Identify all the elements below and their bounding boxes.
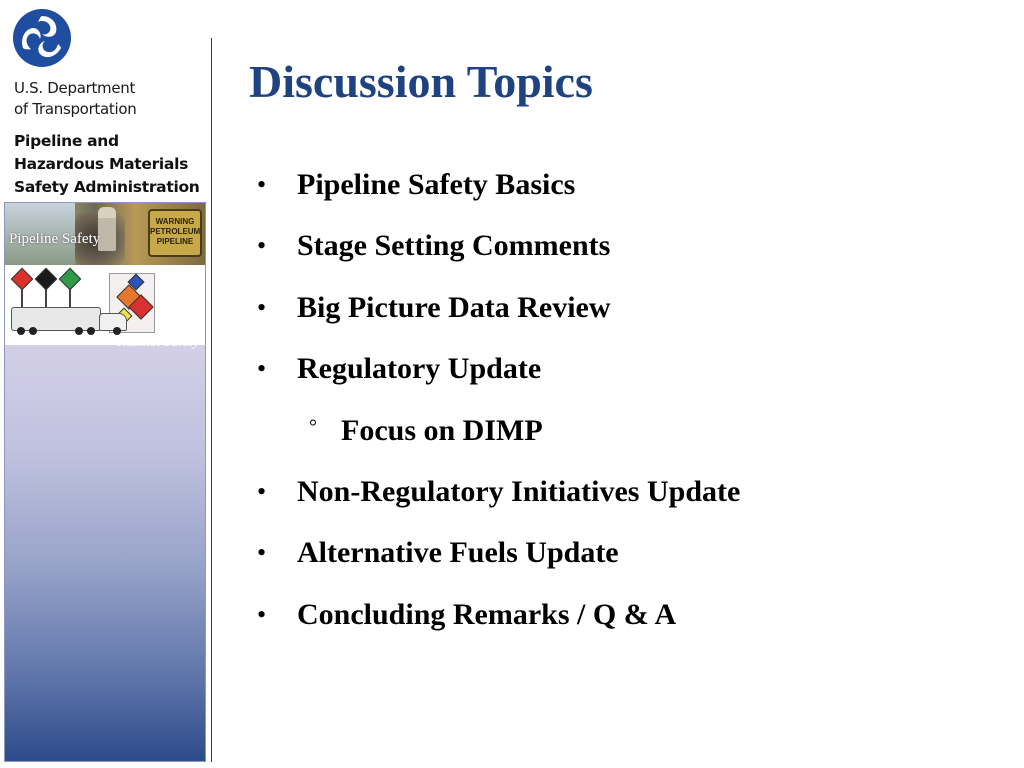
department-line-1: U.S. Department [14,79,136,97]
sub-topic-text: Focus on DIMP [341,413,543,447]
sub-bullet-icon: ° [309,415,317,438]
bullet-icon: • [257,599,267,629]
department-name [14,78,136,120]
administration-name [14,130,200,199]
bullet-icon: • [257,354,267,384]
topic-text: Pipeline Safety Basics [297,168,576,201]
warning-sign: WARNING PETROLEUM PIPELINE [148,209,202,257]
dot-logo-icon [12,8,72,68]
flammable-placard-icon [11,268,34,291]
bullet-icon: • [257,538,267,568]
topic-text: Concluding Remarks / Q & A [297,597,677,631]
wheel-icon [75,327,83,335]
pipeline-safety-label: Pipeline Safety [9,231,101,247]
administration-line-3: Safety Administration [14,178,200,196]
hazmat-illustration [5,265,205,345]
topic-text: Alternative Fuels Update [297,536,619,570]
wheel-icon [17,327,25,335]
pipeline-photo [5,203,205,265]
topic-text: Big Picture Data Review [297,290,611,324]
hazmat-safety-label: Hazmat Safety [116,335,199,350]
bullet-icon: • [257,170,267,199]
slide-title: Discussion Topics [249,56,593,107]
gas-placard-icon [59,268,82,291]
administration-line-2: Hazardous Materials [14,155,189,173]
wheel-icon [113,327,121,335]
corrosive-placard-icon [35,268,58,291]
topic-text: Non-Regulatory Initiatives Update [297,474,741,508]
wheel-icon [29,327,37,335]
topic-text: Regulatory Update [297,352,542,386]
worker-image [98,207,116,251]
bullet-icon: • [257,476,267,506]
vertical-divider [211,38,212,762]
bullet-icon: • [257,231,267,261]
wheel-icon [87,327,95,335]
topic-text: Stage Setting Comments [297,229,611,263]
department-line-2: of Transportation [14,100,137,118]
administration-line-1: Pipeline and [14,132,119,150]
sidebar-photo-panel [4,202,206,762]
bullet-icon: • [257,292,267,322]
